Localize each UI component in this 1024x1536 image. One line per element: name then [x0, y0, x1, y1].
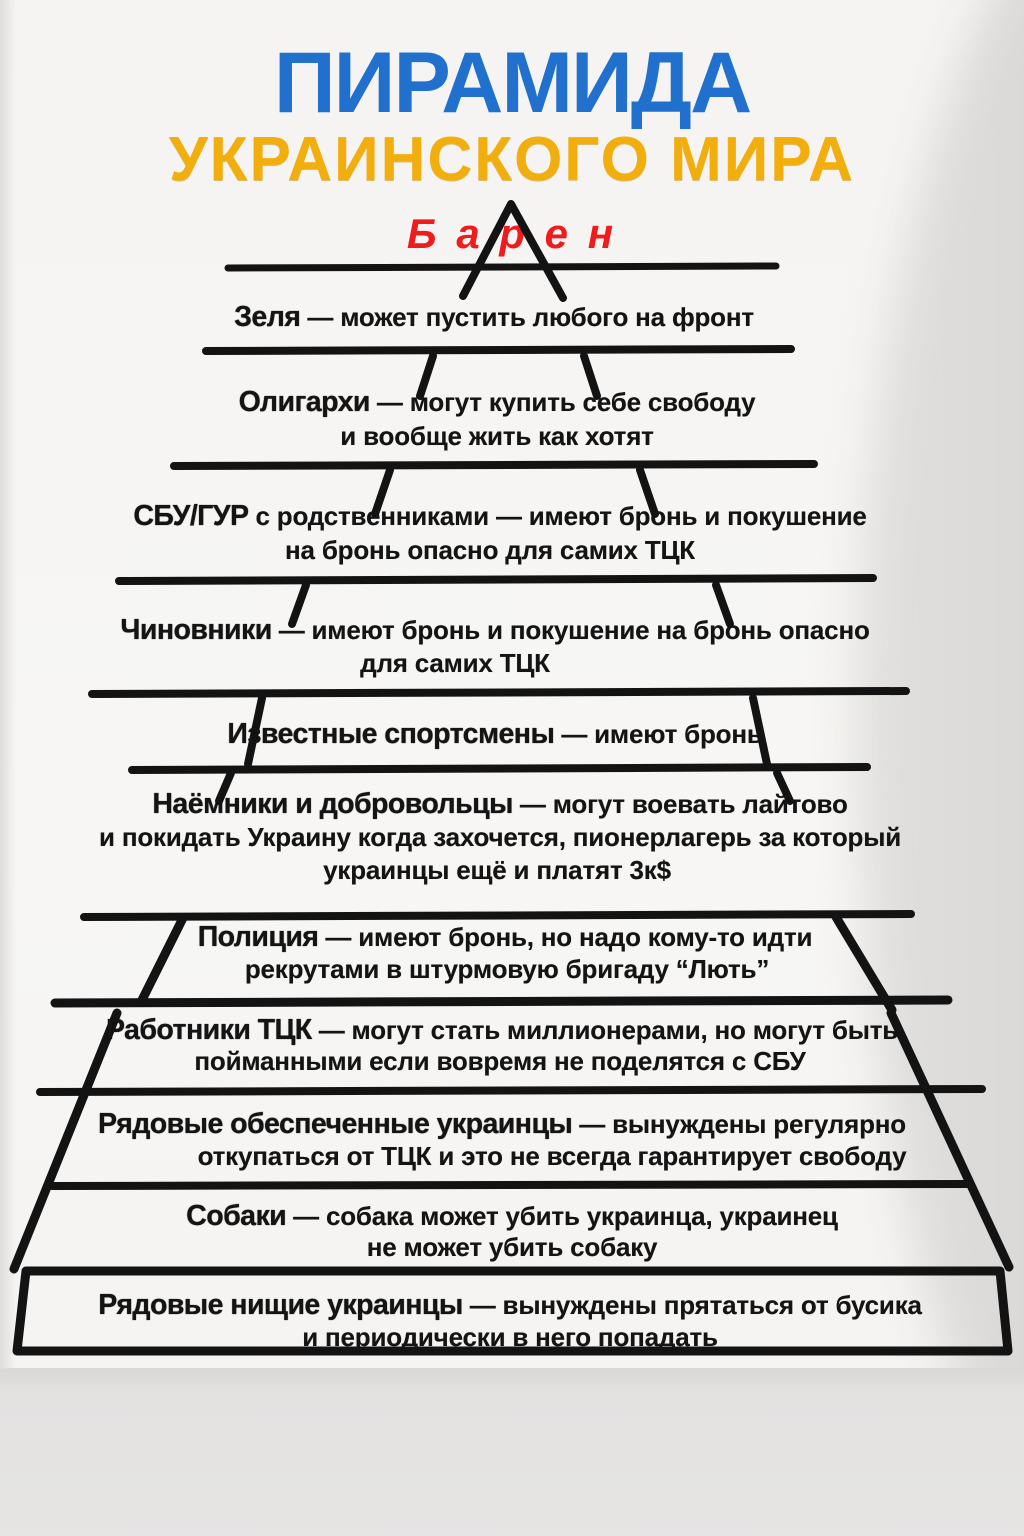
level-2-row-2: и вообще жить как хотят [340, 421, 654, 451]
level-8-row-2: пойманными если вовремя не поделятся с СБУ [194, 1046, 806, 1076]
poster-title-line1: ПИРАМИДА [273, 35, 751, 131]
level-10-row-2: не может убить собаку [366, 1232, 658, 1262]
level-11-term: Рядовые нищие украинцы [98, 1289, 463, 1321]
level-7-row-2: рекрутами в штурмовую бригаду “Лють” [244, 954, 770, 984]
level-4-row-1: Чиновники — имеют бронь и покушение на бронь опасно [120, 614, 870, 646]
level-8-row-1: Работники ТЦК — могут стать миллионерами, но могут быть [105, 1014, 899, 1046]
level-8-term: Работники ТЦК [105, 1014, 312, 1046]
shelf-line-2 [206, 349, 791, 351]
level-1-row-1: Зеля — может пустить любого на фронт [234, 301, 754, 333]
shelf-line-5 [92, 691, 906, 694]
apex-label: Б а р е н [406, 210, 618, 257]
shelf-line-3 [174, 464, 814, 466]
level-6-row-1: Наёмники и добровольцы — могут воевать лайтово [152, 788, 848, 820]
shelf-line-10 [52, 1184, 968, 1186]
level-6-term: Наёмники и добровольцы [152, 788, 513, 820]
level-1-term: Зеля [234, 301, 301, 333]
level-5-term: Известные спортсмены [227, 718, 555, 750]
level-10-row-1: Собаки — собака может убить украинца, украинец [186, 1200, 838, 1232]
shelf-line-9 [40, 1089, 982, 1092]
shelf-line-7 [84, 914, 911, 917]
level-11-row-1: Рядовые нищие украинцы — вынуждены прятаться от бусика [98, 1289, 922, 1321]
level-3-row-1: СБУ/ГУР с родственниками — имеют бронь и покушение [133, 500, 867, 532]
level-7-term: Полиция [197, 921, 319, 953]
pyramid-apex [463, 204, 563, 298]
level-4-term: Чиновники [120, 614, 272, 646]
level-11-row-2: и периодически в него попадать [302, 1322, 718, 1352]
level-9-term: Рядовые обеспеченные украинцы [98, 1108, 573, 1140]
level-2-row-1: Олигархи — могут купить себе свободу [238, 386, 756, 418]
shelf-line-1 [228, 266, 776, 268]
side-left-lower [14, 1013, 117, 1269]
level-7-row-1: Полиция — имеют бронь, но надо кому-то идти [197, 921, 813, 953]
shelf-line-6 [132, 767, 867, 770]
side-right-lower [891, 1013, 1009, 1267]
level-3-row-2: на бронь опасно для самих ТЦК [285, 535, 695, 565]
level-9-row-2: откупаться от ТЦК и это не всегда гарантирует свободу [197, 1141, 907, 1171]
poster-title-line2: УКРАИНСКОГО МИРА [169, 125, 855, 194]
level-4-row-2: для самих ТЦК [360, 648, 550, 678]
level-5-row-1: Известные спортсмены — имеют бронь [227, 718, 763, 750]
level-6-row-3: украинцы ещё и платят 3к$ [323, 855, 671, 885]
level-10-term: Собаки [186, 1200, 287, 1232]
level-2-term: Олигархи [238, 386, 370, 418]
shelf-line-8 [55, 1000, 948, 1003]
level-9-row-1: Рядовые обеспеченные украинцы — вынуждены регулярно [98, 1108, 906, 1140]
level-6-row-2: и покидать Украину когда захочется, пионерлагерь за который [99, 822, 901, 852]
shelf-line-4 [119, 578, 873, 581]
side-left-police [142, 918, 183, 1000]
level-3-term: СБУ/ГУР [133, 500, 249, 532]
